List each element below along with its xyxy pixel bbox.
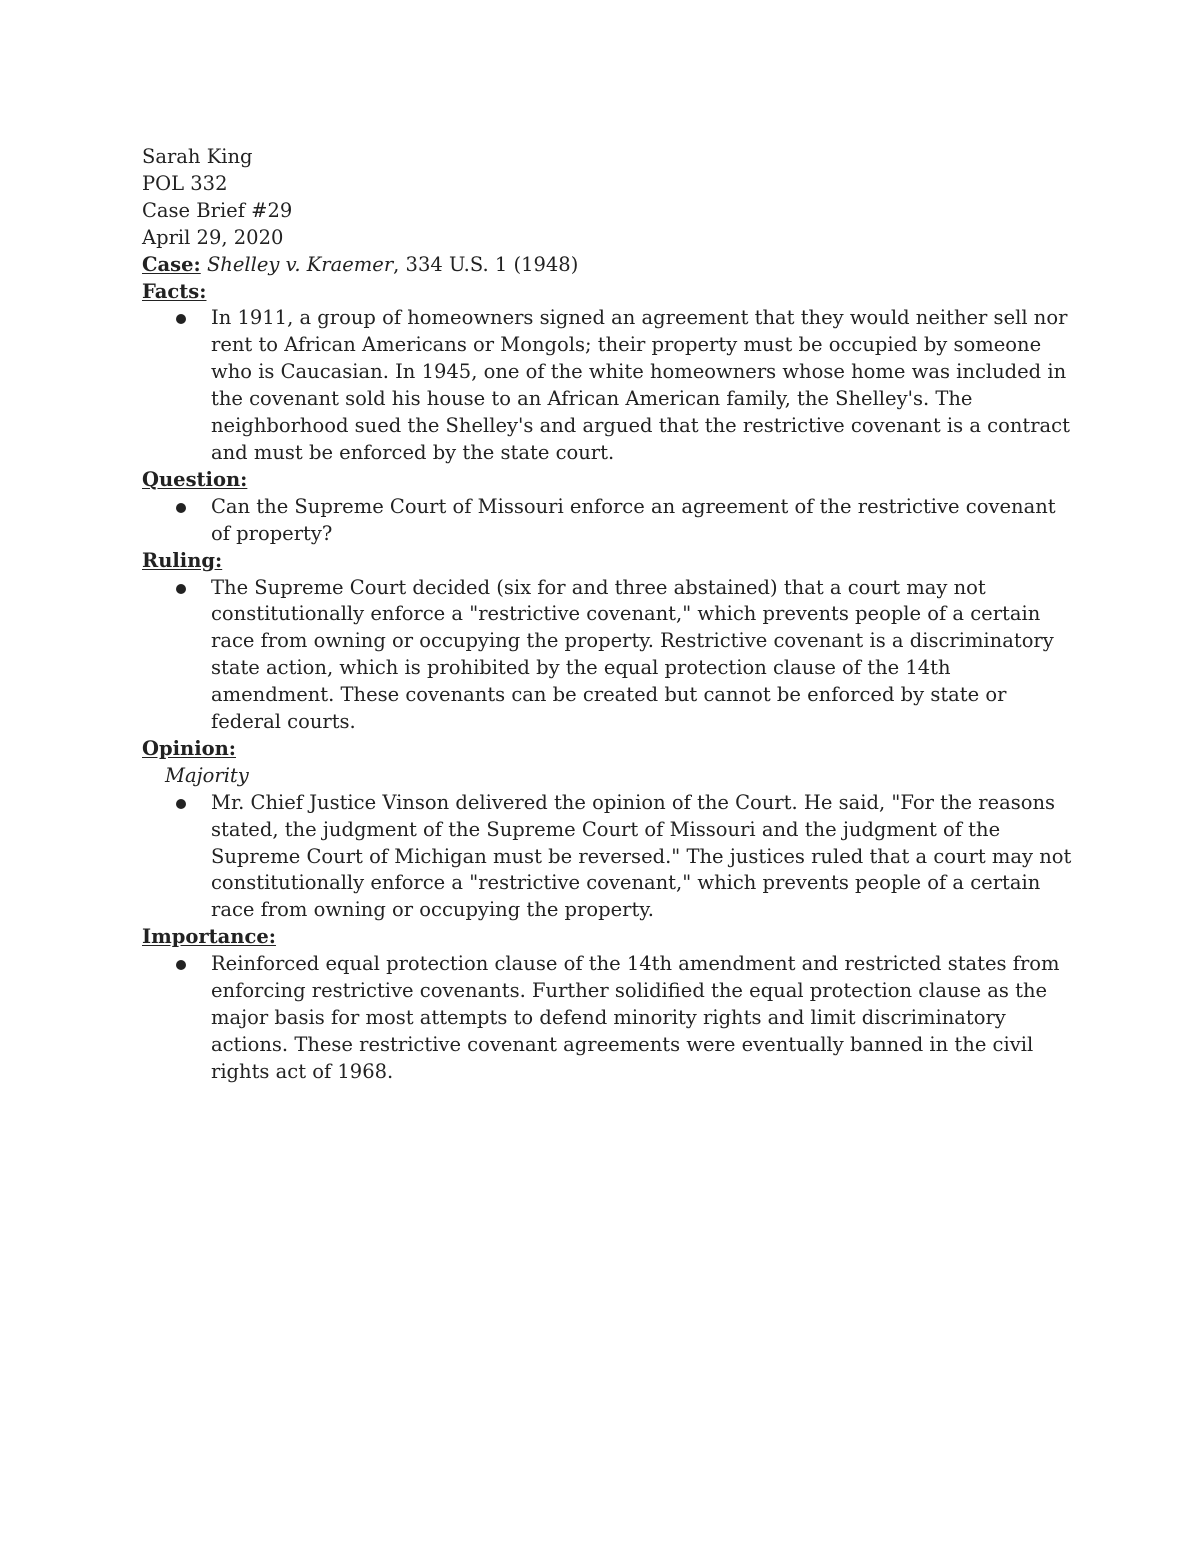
opinion-subheading: Majority bbox=[165, 763, 249, 787]
list-item bbox=[142, 494, 1072, 548]
bullet-icon bbox=[176, 960, 186, 970]
author-name: Sarah King bbox=[142, 145, 253, 168]
importance-list bbox=[142, 951, 1072, 1086]
document-page bbox=[142, 144, 1072, 1086]
facts-list bbox=[142, 305, 1072, 466]
case-citation: , 334 U.S. 1 (1948) bbox=[393, 252, 579, 276]
assignment-title: Case Brief #29 bbox=[142, 198, 293, 222]
case-label: Case: bbox=[142, 252, 201, 276]
case-title: Shelley v. Kraemer bbox=[206, 252, 394, 276]
case-line bbox=[142, 252, 1072, 279]
importance-text: Reinforced equal protection clause of the 14th amendment and restricted states from enforcing restrictive covenants. Further solidified the equal protection clause as the major basis for most attempts to defend minority rights and limit discriminatory actions. These restrictive covenant agreements were eventually banned in the civil rights act of 1968. bbox=[211, 952, 1060, 1083]
ruling-text: The Supreme Court decided (six for and three abstained) that a court may not constitutionally enforce a "restrictive covenant," which prevents people of a certain race from owning or occupying the property. Restrictive covenant is a discriminatory state action, which is prohibited by the equal protection clause of the 14th amendment. These covenants can be created but cannot be enforced by state or federal courts. bbox=[211, 575, 1054, 734]
ruling-heading: Ruling: bbox=[142, 548, 223, 572]
bullet-icon bbox=[176, 503, 186, 513]
ruling-list bbox=[142, 575, 1072, 736]
course-code: POL 332 bbox=[142, 171, 228, 195]
list-item bbox=[142, 790, 1072, 925]
bullet-icon bbox=[176, 584, 186, 594]
list-item bbox=[142, 575, 1072, 736]
opinion-text: Mr. Chief Justice Vinson delivered the opinion of the Court. He said, "For the reasons stated, the judgment of the Supreme Court of Missouri and the judgment of the Supreme Court of Michigan must be reversed." The justices ruled that a court may not constitutionally enforce a "restrictive covenant," which prevents people of a certain race from owning or occupying the property. bbox=[211, 790, 1072, 922]
document-date: April 29, 2020 bbox=[142, 225, 284, 249]
bullet-icon bbox=[176, 314, 186, 324]
facts-heading: Facts: bbox=[142, 279, 207, 303]
bullet-icon bbox=[176, 799, 186, 809]
question-heading: Question: bbox=[142, 467, 248, 491]
opinion-list bbox=[142, 790, 1072, 925]
list-item bbox=[142, 951, 1072, 1086]
importance-heading: Importance: bbox=[142, 925, 276, 949]
question-text: Can the Supreme Court of Missouri enforce an agreement of the restrictive covenant of property? bbox=[211, 494, 1056, 545]
facts-text: In 1911, a group of homeowners signed an agreement that they would neither sell nor rent to African Americans or Mongols; their property must be occupied by someone who is Caucasian. In 1945, one of the white homeowners whose home was included in the covenant sold his house to an African American family, the Shelley's. The neighborhood sued the Shelley's and argued that the restrictive covenant is a contract and must be enforced by the state court. bbox=[211, 306, 1070, 464]
list-item bbox=[142, 305, 1072, 466]
question-list bbox=[142, 494, 1072, 548]
opinion-heading: Opinion: bbox=[142, 736, 236, 760]
